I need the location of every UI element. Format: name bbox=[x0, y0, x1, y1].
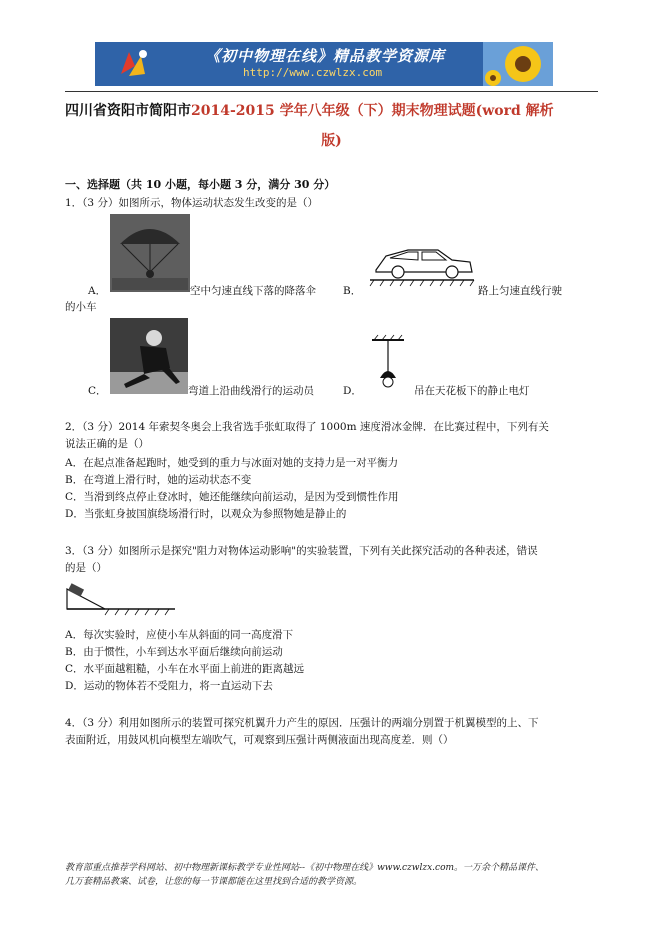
q2-option-c: C．当滑到终点停止登冰时，她还能继续向前运动，是因为受到惯性作用 bbox=[65, 491, 399, 503]
skater-image bbox=[110, 318, 188, 394]
q1-c-text: 弯道上沿曲线滑行的运动员 bbox=[188, 385, 314, 397]
q1-b-continued: 的小车 bbox=[65, 301, 97, 313]
q3-option-b: B．由于惯性，小车到达水平面后继续向前运动 bbox=[65, 646, 283, 658]
incline-apparatus-image bbox=[65, 583, 177, 621]
q3-option-c: C．水平面越粗糙，小车在水平面上前进的距离越远 bbox=[65, 663, 305, 675]
car-image bbox=[368, 238, 476, 290]
sunflower-icon bbox=[483, 42, 553, 86]
q1-a-text: 空中匀速直线下落的降落伞 bbox=[190, 285, 316, 297]
banner-title: 《初中物理在线》精品教学资源库 bbox=[205, 47, 446, 65]
q1-c-label: C． bbox=[88, 385, 107, 397]
q4-stem-line2: 表面附近，用鼓风机向模型左端吹气，可观察到压强计两侧液面出现高度差．则（） bbox=[65, 734, 454, 746]
header-banner bbox=[95, 42, 553, 86]
page-footer bbox=[65, 861, 605, 889]
site-logo-icon bbox=[113, 44, 153, 84]
footer-line1: 教育部重点推荐学科网站、初中物理新课标教学专业性网站--《初中物理在线》www.czwlzx.com。一万余个精品课件、 bbox=[65, 863, 545, 873]
q1-b-label: B． bbox=[343, 285, 362, 297]
q2-option-b: B．在弯道上滑行时，她的运动状态不变 bbox=[65, 474, 252, 486]
footer-line2: 几万套精品教案、试卷，让您的每一节课都能在这里找到合适的教学资源。 bbox=[65, 877, 363, 887]
title-rest: 2014-2015 学年八年级（下）期末物理试题(word 解析 bbox=[191, 103, 554, 119]
section-heading: 一、选择题（共 10 小题，每小题 3 分，满分 30 分） bbox=[65, 178, 336, 191]
parachute-image bbox=[110, 214, 190, 292]
page-title-line2: 版) bbox=[321, 133, 342, 149]
hanging-lamp-image bbox=[368, 334, 408, 392]
q3-stem-line2: 的是（） bbox=[65, 562, 107, 574]
banner-url[interactable]: http://www.czwlzx.com bbox=[243, 66, 383, 79]
q2-option-d: D．当张虹身披国旗绕场滑行时，以观众为参照物她是静止的 bbox=[65, 508, 347, 520]
q1-a-label: A． bbox=[88, 285, 107, 297]
q1-b-text: 路上匀速直线行驶 bbox=[478, 285, 562, 297]
q1-d-label: D． bbox=[343, 385, 362, 397]
q1-stem: 1．（3 分）如图所示，物体运动状态发生改变的是（） bbox=[65, 197, 318, 209]
q4-stem-line1: 4．（3 分）利用如图所示的装置可探究机翼升力产生的原因．压强计的两端分别置于机翼模型的上、下 bbox=[65, 717, 539, 729]
q2-option-a: A．在起点准备起跑时，她受到的重力与冰面对她的支持力是一对平衡力 bbox=[65, 457, 399, 469]
page-title bbox=[65, 96, 598, 126]
q3-option-d: D．运动的物体若不受阻力，将一直运动下去 bbox=[65, 680, 273, 692]
title-place: 四川省资阳市简阳市 bbox=[65, 103, 191, 119]
q2-stem-line2: 说法正确的是（） bbox=[65, 438, 149, 450]
q3-stem-line1: 3．（3 分）如图所示是探究"阻力对物体运动影响"的实验装置，下列有关此探究活动的各种表述，错误 bbox=[65, 545, 538, 557]
q3-option-a: A．每次实验时，应使小车从斜面的同一高度滑下 bbox=[65, 629, 294, 641]
q1-d-text: 吊在天花板下的静止电灯 bbox=[414, 385, 530, 397]
header-divider bbox=[65, 91, 598, 92]
q2-stem-line1: 2．（3 分）2014 年索契冬奥会上我省选手张虹取得了 1000m 速度滑冰金牌．在比赛过程中，下列有关 bbox=[65, 421, 549, 433]
